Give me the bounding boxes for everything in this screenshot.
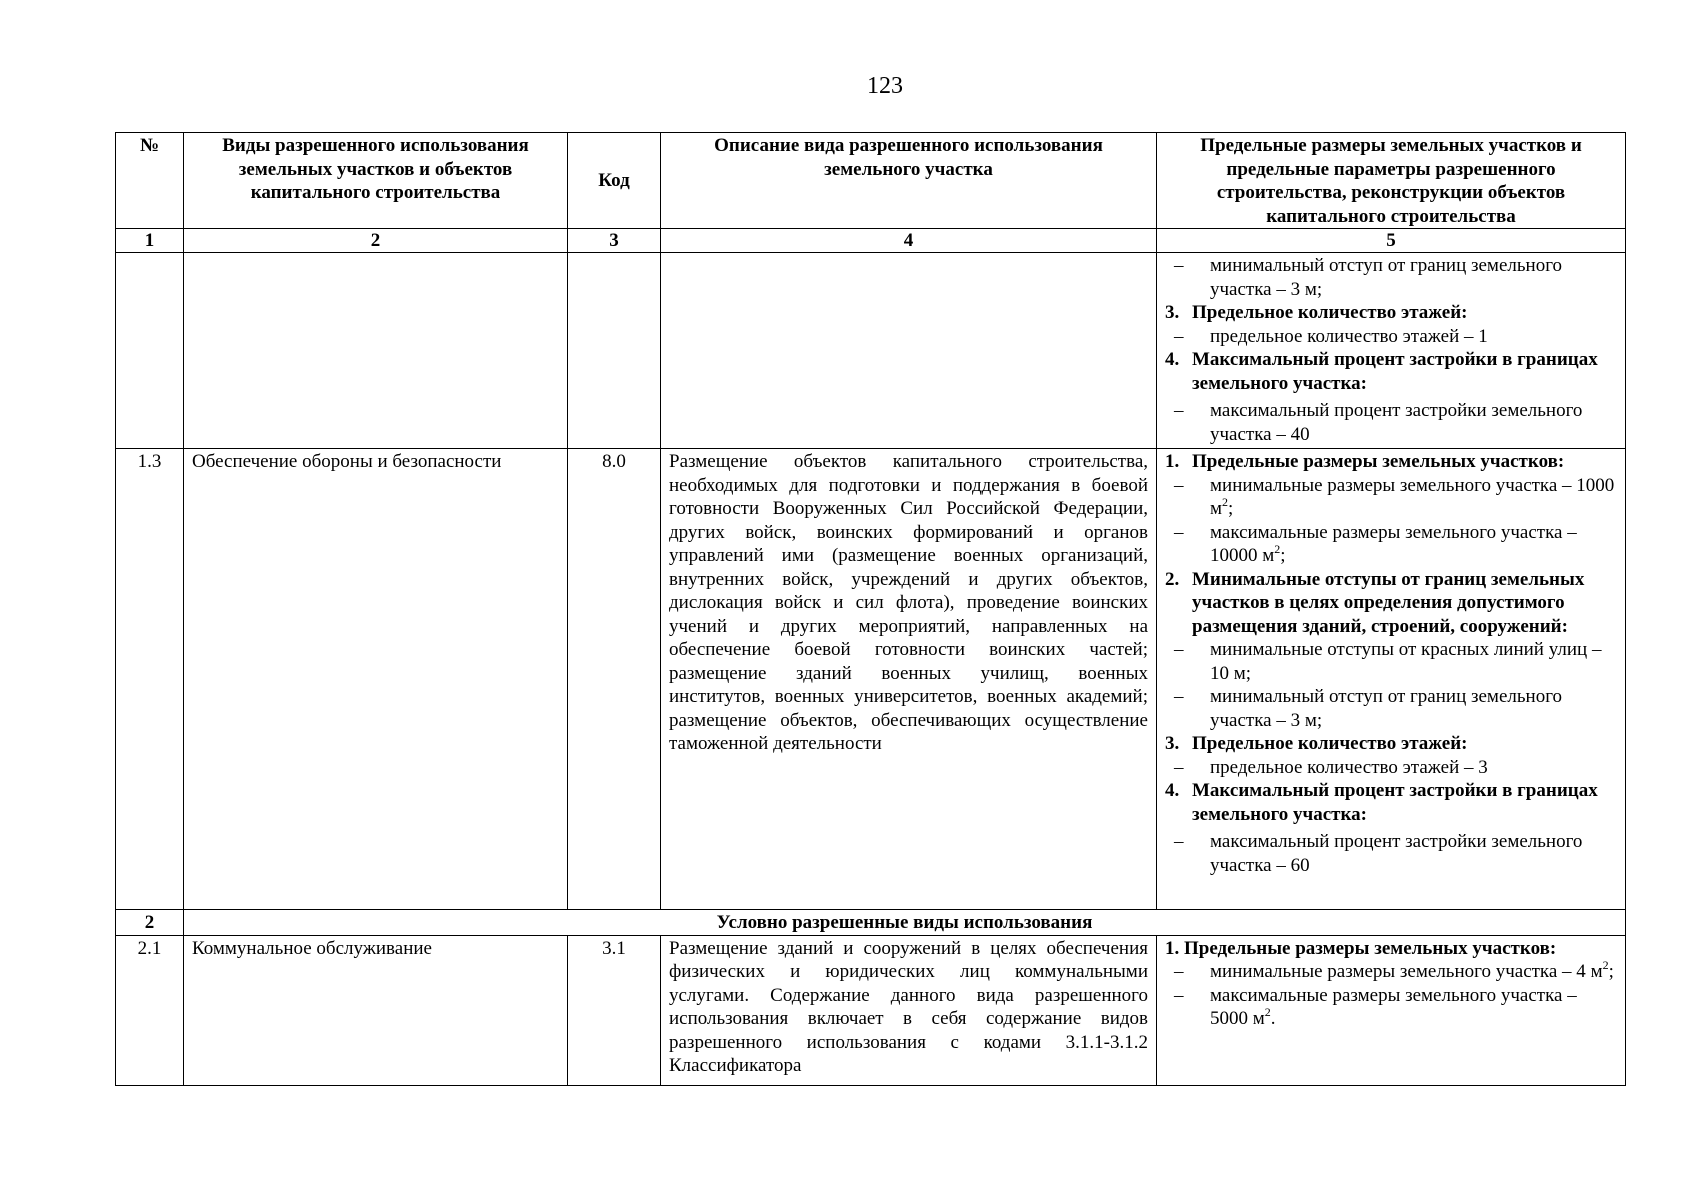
column-number: 4: [661, 229, 1157, 253]
cell-empty: [184, 253, 568, 449]
param-item: – минимальные размеры земельного участка – 1000 $м^2$;: [1174, 474, 1615, 519]
cell-empty: [116, 253, 184, 449]
section-row: [116, 910, 1626, 936]
header-number: №: [116, 133, 184, 229]
header-parameters: Предельные размеры земельных участков и предельные параметры разрешенного строительства, реконструкции объектов капитального строительства: [1157, 133, 1626, 229]
param-item: – минимальные размеры земельного участка – 4 $м^2$;: [1174, 958, 1614, 982]
param-heading: 1. Предельные размеры земельных участков:: [1165, 937, 1557, 959]
cell-empty: [661, 253, 1157, 449]
use-type-description: Размещение зданий и сооружений в целях обеспечения физических и юридических лиц коммунальными услугами. Содержание данного вида разрешенного использования включает в себя содержание видов разрешенного использования с кодами 3.1.1-3.1.2 Классификатора: [661, 935, 1157, 1085]
param-item: – предельное количество этажей – 1: [1174, 325, 1488, 347]
header-code: Код: [568, 133, 661, 229]
use-type-name: Коммунальное обслуживание: [184, 935, 568, 1085]
param-heading: 4. Максимальный процент застройки в границах земельного участка:: [1165, 349, 1598, 394]
param-item: – минимальный отступ от границ земельного участка – 3 м;: [1174, 255, 1563, 300]
param-item: – максимальный процент застройки земельного участка – 40: [1174, 400, 1583, 445]
land-use-table: [115, 132, 1626, 1086]
column-number: 1: [116, 229, 184, 253]
parameters-cell: [1157, 449, 1626, 910]
parameters-cell: [1157, 253, 1626, 449]
use-type-name: Обеспечение обороны и безопасности: [184, 449, 568, 910]
param-heading: 3. Предельное количество этажей:: [1165, 302, 1468, 323]
column-number: 3: [568, 229, 661, 253]
use-type-description: Размещение объектов капитального строительства, необходимых для подготовки и поддержания в боевой готовности Вооруженных Сил Российской Федерации, других войск, воинских формирований и органов управлений ими (размещение военных организаций, внутренних войск, учреждений и других объектов, дислокация войск и сил флота), проведение воинских учений и других мероприятий, направленных на обеспечение боевой готовности воинских частей; размещение зданий военных училищ, военных институтов, военных университетов, военных академий; размещение объектов, обеспечивающих осуществление таможенной деятельности: [661, 449, 1157, 910]
table-row-1-3: [116, 449, 1626, 910]
table-row-continuation: [116, 253, 1626, 449]
header-use-types: Виды разрешенного использования земельных участков и объектов капитального строительства: [184, 133, 568, 229]
cell-empty: [568, 253, 661, 449]
param-heading: 4. Максимальный процент застройки в границах земельного участка:: [1165, 780, 1598, 825]
column-number: 5: [1157, 229, 1626, 253]
column-numbers-row: [116, 229, 1626, 253]
row-number: 2.1: [116, 935, 184, 1085]
param-item: – максимальные размеры земельного участка – 10000 $м^2$;: [1174, 521, 1577, 566]
param-item: – минимальные отступы от красных линий улиц – 10 м;: [1174, 639, 1602, 684]
use-type-code: 8.0: [568, 449, 661, 910]
param-heading: 2. Минимальные отступы от границ земельных участков в целях определения допустимого размещения зданий, строений, сооружений:: [1165, 568, 1585, 637]
param-item: – максимальный процент застройки земельного участка – 60: [1174, 831, 1583, 876]
param-item: – максимальные размеры земельного участка – 5000 $м^2$.: [1174, 984, 1577, 1029]
table-header-row: [116, 133, 1626, 229]
parameters-cell: [1157, 935, 1626, 1085]
row-number: 1.3: [116, 449, 184, 910]
header-description: Описание вида разрешенного использования земельного участка: [661, 133, 1157, 229]
param-item: – предельное количество этажей – 3: [1174, 756, 1488, 778]
use-type-code: 3.1: [568, 935, 661, 1085]
param-item: – минимальный отступ от границ земельного участка – 3 м;: [1174, 686, 1563, 731]
page-number: 123: [867, 73, 903, 99]
param-heading: 3. Предельное количество этажей:: [1165, 733, 1468, 754]
param-heading: 1. Предельные размеры земельных участков:: [1165, 451, 1565, 472]
column-number: 2: [184, 229, 568, 253]
section-number: 2: [116, 910, 184, 936]
table-row-2-1: [116, 935, 1626, 1085]
section-title: Условно разрешенные виды использования: [184, 910, 1626, 936]
